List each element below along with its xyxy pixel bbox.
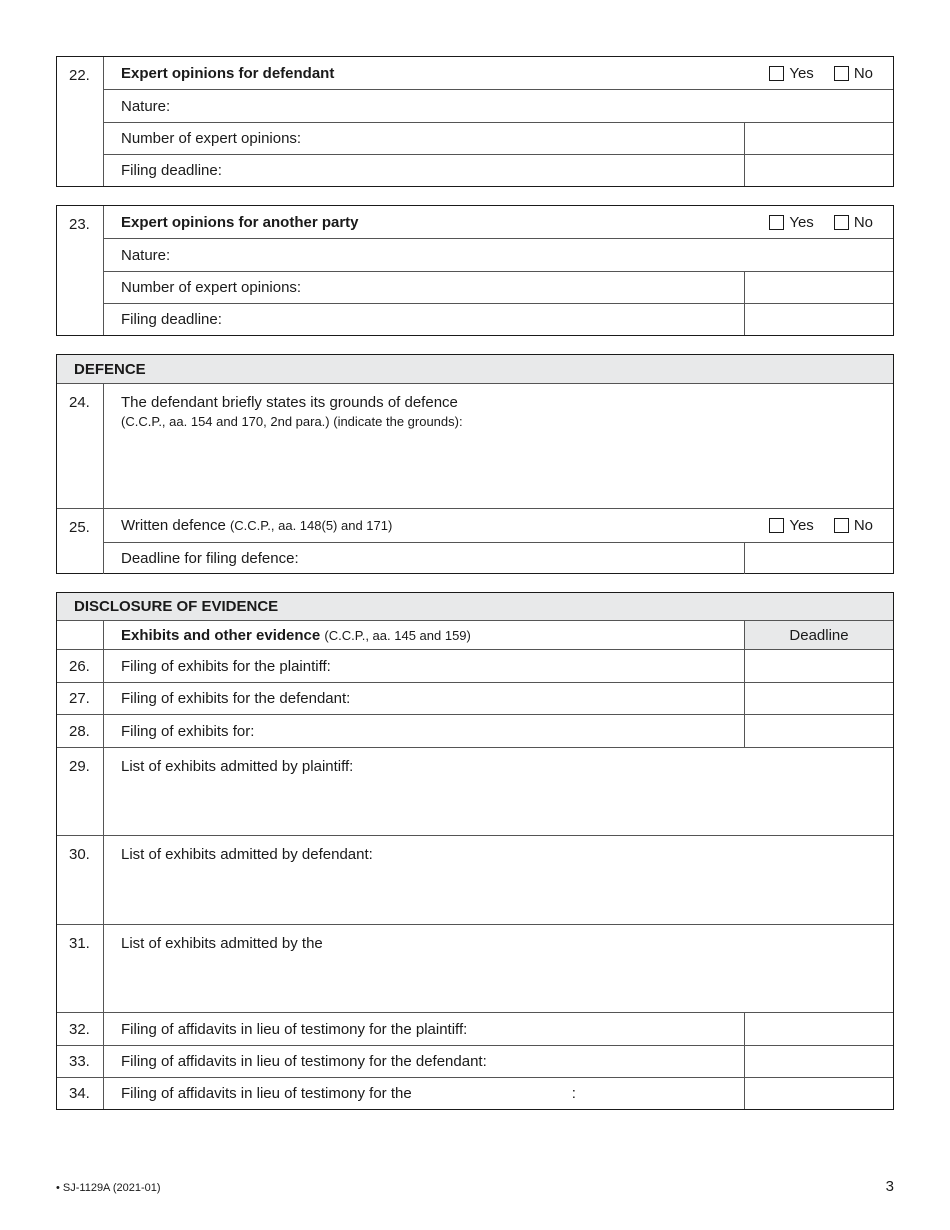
- item-number: 22.: [57, 57, 104, 186]
- row-label[interactable]: List of exhibits admitted by the: [121, 935, 323, 952]
- disclosure-header: DISCLOSURE OF EVIDENCE: [57, 593, 893, 621]
- item-number: 31.: [57, 925, 104, 1012]
- table-row: [57, 1077, 893, 1109]
- deadline-input[interactable]: [744, 304, 893, 336]
- section-23-expert-opinions-other: [56, 205, 894, 336]
- item-number: 23.: [57, 206, 104, 335]
- table-row: [57, 835, 893, 924]
- table-row: [57, 714, 893, 747]
- deadline-input[interactable]: [744, 1013, 893, 1045]
- no-label: No: [853, 517, 873, 534]
- item-number: 26.: [57, 650, 104, 682]
- yes-checkbox[interactable]: [769, 518, 784, 533]
- deadline-label: Filing deadline:: [121, 310, 222, 328]
- item-number: 28.: [57, 715, 104, 747]
- defence-header: DEFENCE: [57, 355, 893, 384]
- row-label[interactable]: List of exhibits admitted by defendant:: [121, 846, 373, 863]
- table-row: [57, 682, 893, 714]
- table-row: [57, 924, 893, 1012]
- page-number: 3: [885, 1178, 894, 1195]
- count-label: Number of expert opinions:: [121, 278, 302, 296]
- form-code: • SJ-1129A (2021-01): [56, 1182, 161, 1194]
- yes-label: Yes: [789, 64, 814, 82]
- section-22-expert-opinions-defendant: [56, 56, 894, 187]
- defence-grounds-field[interactable]: [104, 384, 893, 508]
- defence-section: [56, 354, 894, 574]
- yes-checkbox[interactable]: [769, 215, 784, 230]
- table-row: [57, 649, 893, 682]
- yes-no-group: [749, 509, 873, 542]
- row-label[interactable]: List of exhibits admitted by plaintiff:: [121, 758, 354, 775]
- deadline-input[interactable]: [744, 1046, 893, 1077]
- written-defence-ref: (C.C.P., aa. 148(5) and 171): [229, 518, 393, 533]
- row-label-suffix: :: [571, 1085, 576, 1102]
- exhibits-subhead-title: Exhibits and other evidence: [121, 626, 321, 644]
- deadline-column-header: Deadline: [744, 621, 893, 649]
- no-checkbox[interactable]: [834, 518, 849, 533]
- count-input[interactable]: [744, 123, 893, 154]
- yes-label: Yes: [789, 213, 814, 231]
- row-label: Filing of affidavits in lieu of testimony for the defendant:: [121, 1053, 487, 1070]
- deadline-label: Filing deadline:: [121, 161, 222, 179]
- yes-checkbox[interactable]: [769, 66, 784, 81]
- item-number: 33.: [57, 1046, 104, 1077]
- exhibits-subhead: [104, 621, 744, 649]
- table-row: [57, 1012, 893, 1045]
- section-title: Expert opinions for defendant: [121, 64, 335, 82]
- defence-grounds-label: The defendant briefly states its grounds of defence: [121, 394, 458, 411]
- no-checkbox[interactable]: [834, 215, 849, 230]
- item-number: 29.: [57, 748, 104, 835]
- no-label: No: [853, 64, 873, 82]
- nature-field[interactable]: Nature:: [121, 97, 171, 115]
- yes-label: Yes: [789, 517, 814, 534]
- row-label: Filing of exhibits for the defendant:: [121, 690, 351, 707]
- item-number: 27.: [57, 683, 104, 714]
- item-number: 30.: [57, 836, 104, 924]
- row-label: Filing of affidavits in lieu of testimony for the: [121, 1085, 412, 1102]
- nature-field[interactable]: Nature:: [121, 246, 171, 264]
- table-row: [57, 1045, 893, 1077]
- yes-no-group: [749, 206, 873, 238]
- defence-grounds-ref: (C.C.P., aa. 154 and 170, 2nd para.) (indicate the grounds):: [121, 414, 463, 429]
- deadline-input[interactable]: [744, 683, 893, 714]
- item-number: 24.: [57, 384, 104, 508]
- section-title: Expert opinions for another party: [121, 213, 359, 231]
- yes-no-group: [749, 57, 873, 89]
- table-row: [57, 747, 893, 835]
- disclosure-section: [56, 592, 894, 1110]
- row-label: Filing of exhibits for the plaintiff:: [121, 657, 331, 675]
- row-label: Filing of exhibits for:: [121, 722, 255, 740]
- deadline-input[interactable]: [744, 650, 893, 682]
- deadline-input[interactable]: [744, 715, 893, 747]
- count-label: Number of expert opinions:: [121, 129, 302, 147]
- written-defence-label: Written defence: [121, 517, 226, 534]
- no-checkbox[interactable]: [834, 66, 849, 81]
- exhibits-subhead-ref: (C.C.P., aa. 145 and 159): [324, 627, 471, 643]
- no-label: No: [853, 213, 873, 231]
- row-label: Filing of affidavits in lieu of testimony for the plaintiff:: [121, 1020, 468, 1038]
- count-input[interactable]: [744, 272, 893, 303]
- defence-deadline-label: Deadline for filing defence:: [121, 550, 299, 567]
- item-number: 34.: [57, 1078, 104, 1109]
- deadline-input[interactable]: [744, 155, 893, 187]
- item-number: 32.: [57, 1013, 104, 1045]
- item-number: 25.: [57, 509, 104, 574]
- deadline-input[interactable]: [744, 1078, 893, 1109]
- defence-deadline-input[interactable]: [744, 543, 893, 574]
